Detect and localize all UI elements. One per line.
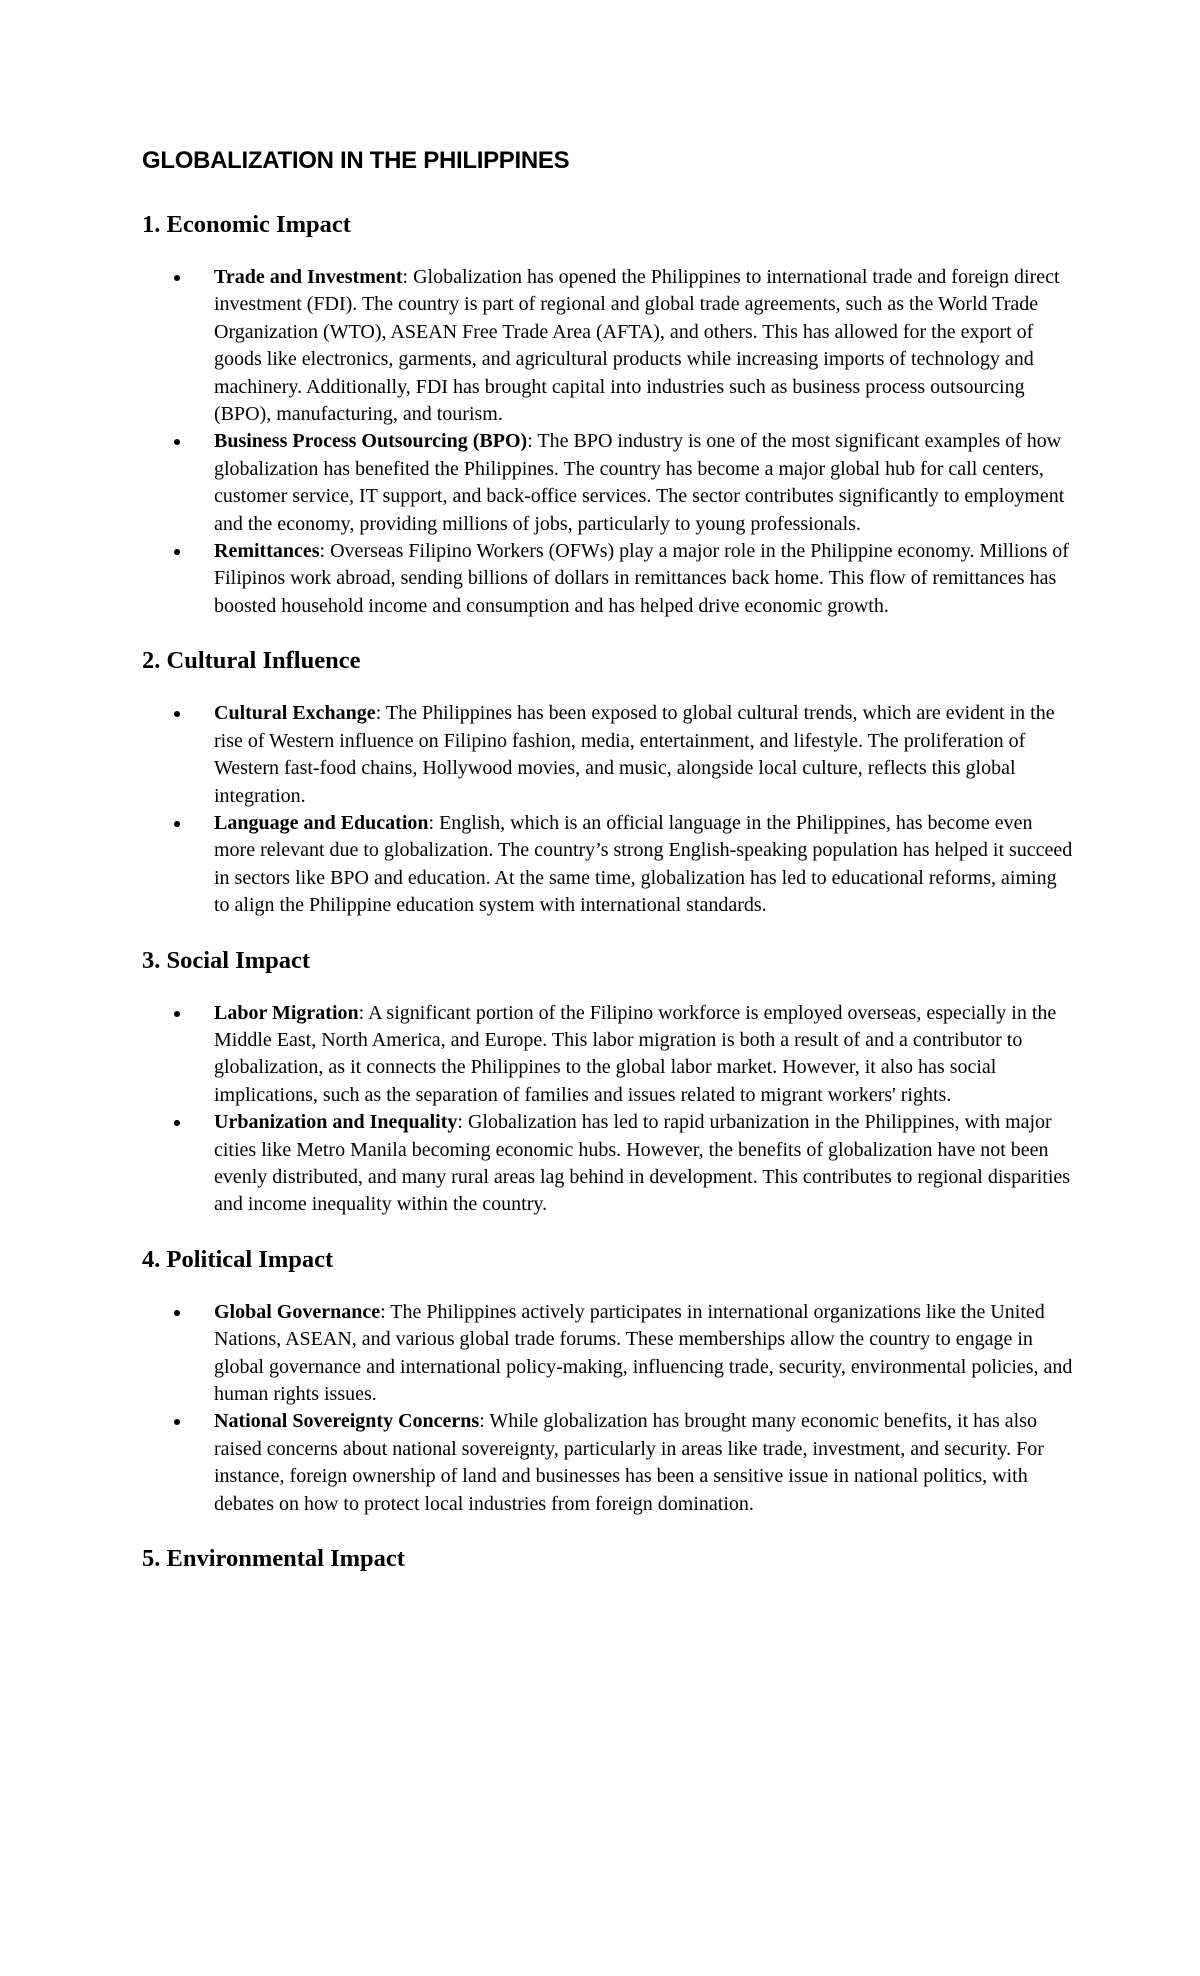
bullet-text: : English, which is an official language in the Philippines, has become even more relevant due to globalization. The country’s strong English-speaking population has helped it succeed in sectors like BPO and education. At the same time, globalization has led to educational reforms, aiming to align the Philippine education system with international standards. [214,811,1073,917]
section [142,1544,1077,1574]
bullet-item [142,538,1077,620]
bullet-dot-icon [174,439,180,445]
bullet-item [142,428,1077,538]
section [142,946,1077,1219]
bullet-text: : The Philippines actively participates in international organizations like the United Nations, ASEAN, and various global trade forums. These memberships allow the country to engage in global governance and international policy-making, influencing trade, security, environmental policies, and human rights issues. [214,1300,1073,1405]
bullet-item [142,1109,1077,1219]
bullet-text: : While globalization has brought many economic benefits, it has also raised concerns about national sovereignty, particularly in areas like trade, investment, and security. For instance, foreign ownership of land and businesses has been a sensitive issue in national politics, with debates on how to protect local industries from foreign domination. [214,1410,1044,1515]
section-heading: 5. Environmental Impact [142,1545,405,1573]
bullet-dot-icon [174,1419,180,1425]
bullet-item [142,700,1077,810]
document-title: GLOBALIZATION IN THE PHILIPPINES [142,147,570,174]
bullet-text: : A significant portion of the Filipino workforce is employed overseas, especially in the Middle East, North America, and Europe. This labor migration is both a result of and a contributor to globalization, as it connects the Philippines to the global labor market. However, it also has social implications, such as the separation of families and issues related to migrant workers' rights. [214,1001,1057,1106]
bullet-term: Cultural Exchange [214,702,376,725]
section [142,646,1077,919]
bullet-dot-icon [174,711,180,717]
bullet-dot-icon [174,1310,180,1316]
section [142,210,1077,620]
bullet-term: Business Process Outsourcing (BPO) [214,430,528,453]
sections-container [142,210,1077,1574]
bullet-item [142,1000,1077,1110]
section-heading: 4. Political Impact [142,1245,334,1273]
bullet-term: Labor Migration [214,1001,359,1024]
bullet-term: National Sovereignty Concerns [214,1410,480,1433]
section-heading: 3. Social Impact [142,946,311,974]
bullet-item [142,1408,1077,1518]
bullet-term: Language and Education [214,811,429,834]
bullet-text: : Globalization has led to rapid urbanization in the Philippines, with major cities like Metro Manila becoming economic hubs. However, the benefits of globalization have not been evenly distributed, and many rural areas lag behind in development. This contributes to regional disparities and income inequality within the country. [214,1111,1071,1216]
bullet-dot-icon [174,549,180,555]
bullet-text: : Globalization has opened the Philippines to international trade and foreign direct investment (FDI). The country is part of regional and global trade agreements, such as the World Trade Organization (WTO), ASEAN Free Trade Area (AFTA), and others. This has allowed for the export of goods like electronics, garments, and agricultural products while increasing imports of technology and machinery. Additionally, FDI has brought capital into industries such as business process outsourcing (BPO), manufacturing, and tourism. [214,266,1060,426]
bullet-dot-icon [174,1120,180,1126]
bullet-list [142,1299,1077,1518]
section-heading: 1. Economic Impact [142,211,351,238]
bullet-text: : The Philippines has been exposed to global cultural trends, which are evident in the rise of Western influence on Filipino fashion, media, entertainment, and lifestyle. The proliferation of Western fast-food chains, Hollywood movies, and music, alongside local culture, reflects this global integration. [214,702,1055,807]
section [142,1245,1077,1518]
bullet-text: : Overseas Filipino Workers (OFWs) play a major role in the Philippine economy. Millions of Filipinos work abroad, sending billions of dollars in remittances back home. This flow of remittances has boosted household income and consumption and has helped drive economic growth. [214,540,1069,617]
bullet-list [142,1000,1077,1219]
bullet-term: Urbanization and Inequality [214,1111,458,1134]
document-body [142,146,1077,1600]
bullet-dot-icon [174,275,180,281]
bullet-text: : The BPO industry is one of the most significant examples of how globalization has benefited the Philippines. The country has become a major global hub for call centers, customer service, IT support, and back-office services. The sector contributes significantly to employment and the economy, providing millions of jobs, particularly to young professionals. [214,430,1065,535]
bullet-list [142,264,1077,620]
bullet-item [142,1299,1077,1409]
bullet-term: Remittances [214,540,320,563]
bullet-list [142,700,1077,919]
bullet-item [142,264,1077,428]
bullet-dot-icon [174,1011,180,1017]
section-heading: 2. Cultural Influence [142,647,361,675]
bullet-term: Trade and Investment [214,266,403,288]
bullet-term: Global Governance [214,1300,381,1323]
bullet-item [142,810,1077,920]
bullet-dot-icon [174,821,180,827]
